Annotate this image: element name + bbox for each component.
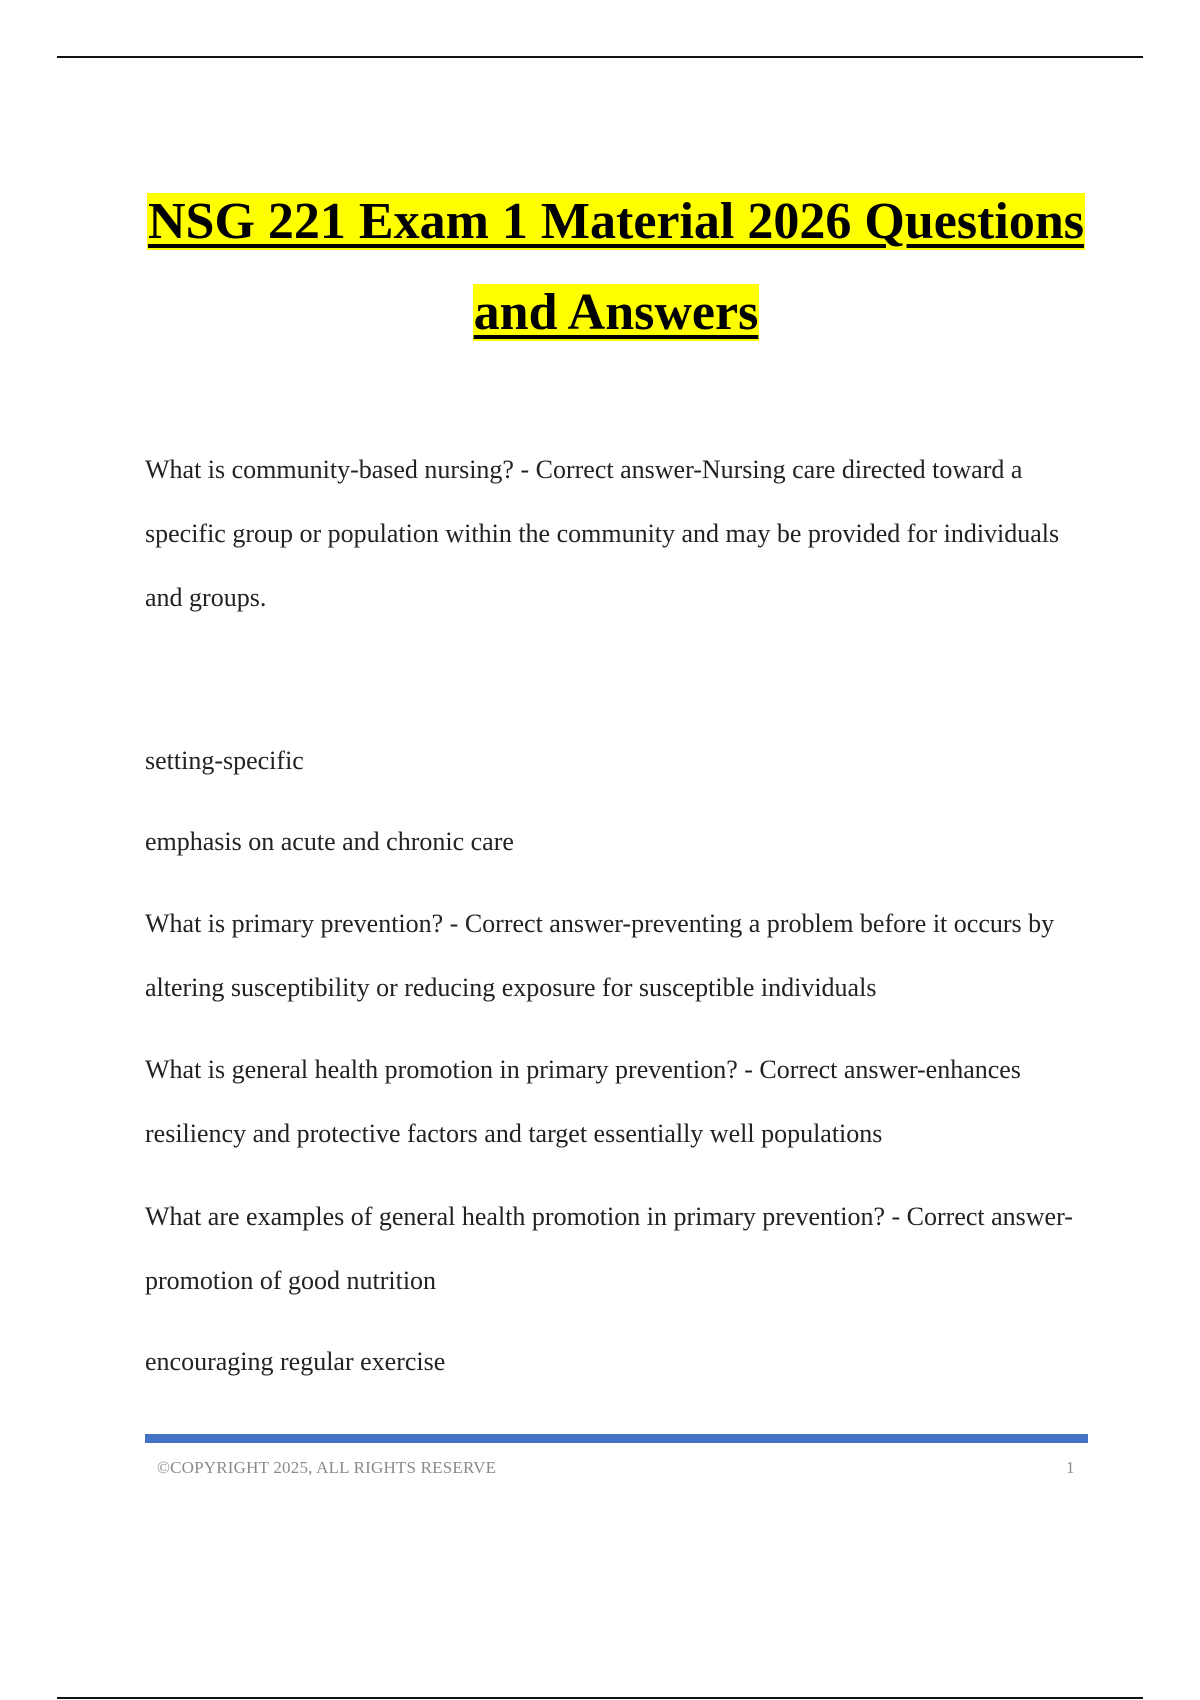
paragraph-community-based-nursing: What is community-based nursing? - Correct answer-Nursing care directed toward a specific group or population within the community and may be provided for individuals and groups. <box>145 455 1060 612</box>
paragraph-general-health-promotion: What is general health promotion in primary prevention? - Correct answer-enhances resiliency and protective factors and target essentially well populations <box>145 1055 1021 1148</box>
footer-bar <box>145 1434 1088 1443</box>
paragraph-health-promotion-examples: What are examples of general health promotion in primary prevention? - Correct answer-promotion of good nutrition <box>145 1202 1073 1295</box>
top-rule <box>57 56 1143 58</box>
page-title <box>145 176 1087 358</box>
footer-copyright: ©COPYRIGHT 2025, ALL RIGHTS RESERVE <box>157 1458 497 1477</box>
paragraph-primary-prevention: What is primary prevention? - Correct answer-preventing a problem before it occurs by altering susceptibility or reducing exposure for susceptible individuals <box>145 909 1055 1002</box>
paragraph-setting-specific: setting-specific <box>145 746 304 775</box>
paragraph-regular-exercise: encouraging regular exercise <box>145 1347 446 1376</box>
paragraph-acute-chronic-care: emphasis on acute and chronic care <box>145 827 514 856</box>
bottom-rule <box>57 1697 1143 1699</box>
page-number: 1 <box>1066 1458 1075 1477</box>
title-line-1: NSG 221 Exam 1 Material 2026 Questions <box>148 193 1084 250</box>
title-line-2: and Answers <box>473 284 759 341</box>
